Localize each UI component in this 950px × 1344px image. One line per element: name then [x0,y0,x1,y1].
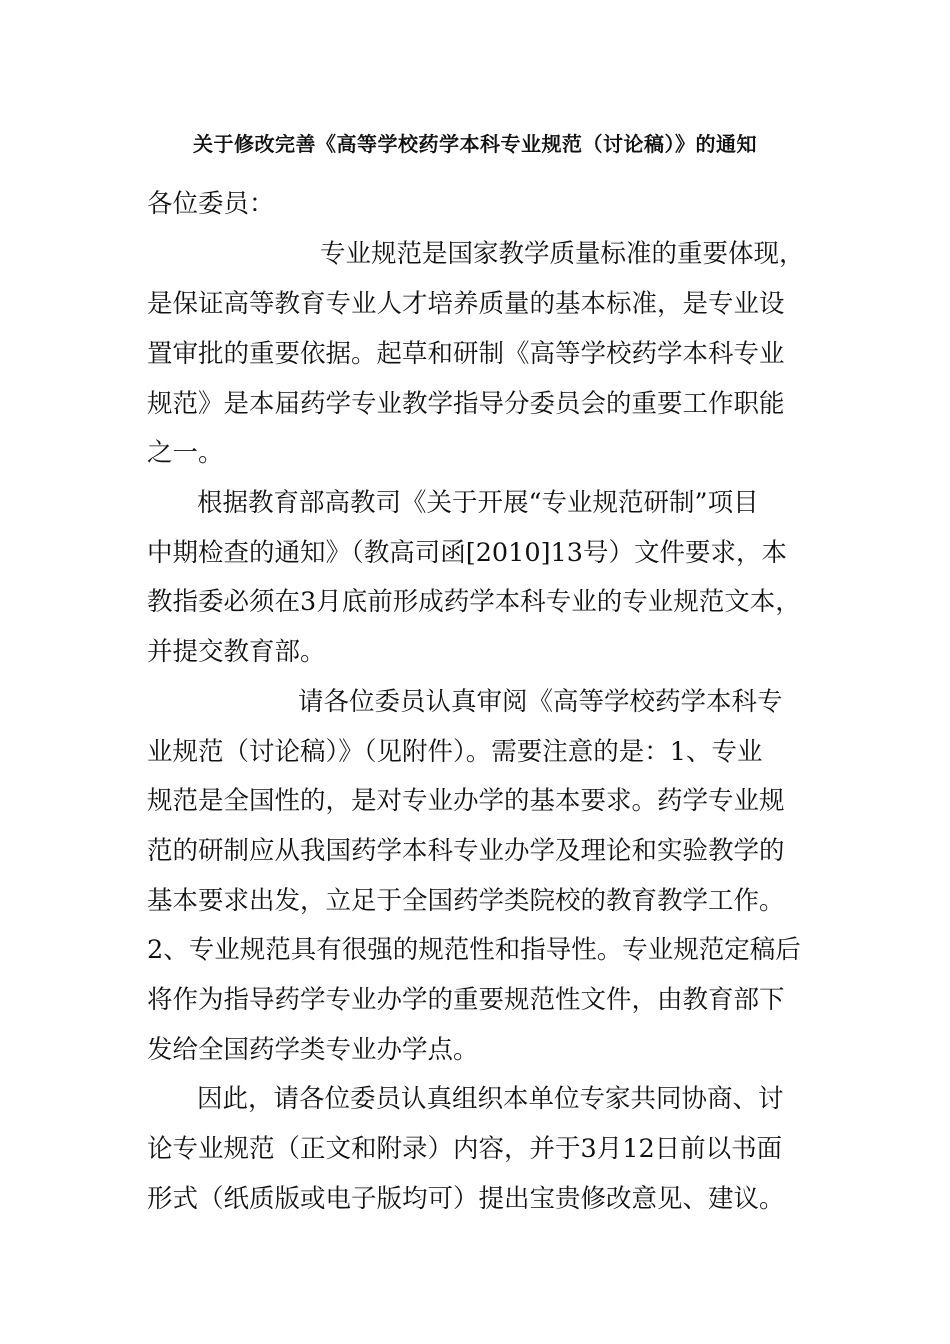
document-title: 关于修改完善《高等学校药学本科专业规范（讨论稿）》的通知 [193,132,757,156]
paragraph-2-line-2: 中期检查的通知》（教高司函[2010]13号）文件要求，本 [147,538,787,568]
paragraph-2-line-4: 并提交教育部。 [147,637,326,667]
paragraph-3-line-2: 业规范（讨论稿）》（见附件）。需要注意的是：1、专业 [147,737,763,767]
paragraph-1-line-5: 之一。 [147,438,224,468]
paragraph-4-line-1: 因此，请各位委员认真组织本单位专家共同协商、讨 [197,1084,784,1114]
paragraph-1-line-2: 是保证高等教育专业人才培养质量的基本标准，是专业设 [147,289,785,319]
paragraph-3-line-6: 2、专业规范具有很强的规范性和指导性。专业规范定稿后 [147,935,801,965]
paragraph-3-line-8: 发给全国药学类专业办学点。 [147,1035,479,1065]
paragraph-4-line-2: 论专业规范（正文和附录）内容，并于3月12日前以书面 [147,1134,783,1164]
salutation: 各位委员： [147,189,275,219]
paragraph-3-line-1: 请各位委员认真审阅《高等学校药学本科专 [298,687,783,717]
paragraph-3-line-7: 将作为指导药学专业办学的重要规范性文件，由教育部下 [147,985,785,1015]
paragraph-3-line-3: 规范是全国性的，是对专业办学的基本要求。药学专业规 [147,786,785,816]
paragraph-4-line-3: 形式（纸质版或电子版均可）提出宝贵修改意见、建议。 [147,1184,785,1214]
paragraph-3-line-4: 范的研制应从我国药学本科专业办学及理论和实验教学的 [147,836,785,866]
paragraph-1-line-3: 置审批的重要依据。起草和研制《高等学校药学本科专业 [147,339,785,369]
paragraph-2-line-1: 根据教育部高教司《关于开展“专业规范研制”项目 [197,488,759,518]
paragraph-1-line-1: 专业规范是国家教学质量标准的重要体现， [320,239,805,269]
paragraph-1-line-4: 规范》是本届药学专业教学指导分委员会的重要工作职能 [147,389,785,419]
paragraph-3-line-5: 基本要求出发，立足于全国药学类院校的教育教学工作。 [147,886,785,916]
paragraph-2-line-3: 教指委必须在3月底前形成药学本科专业的专业规范文本， [147,587,801,617]
